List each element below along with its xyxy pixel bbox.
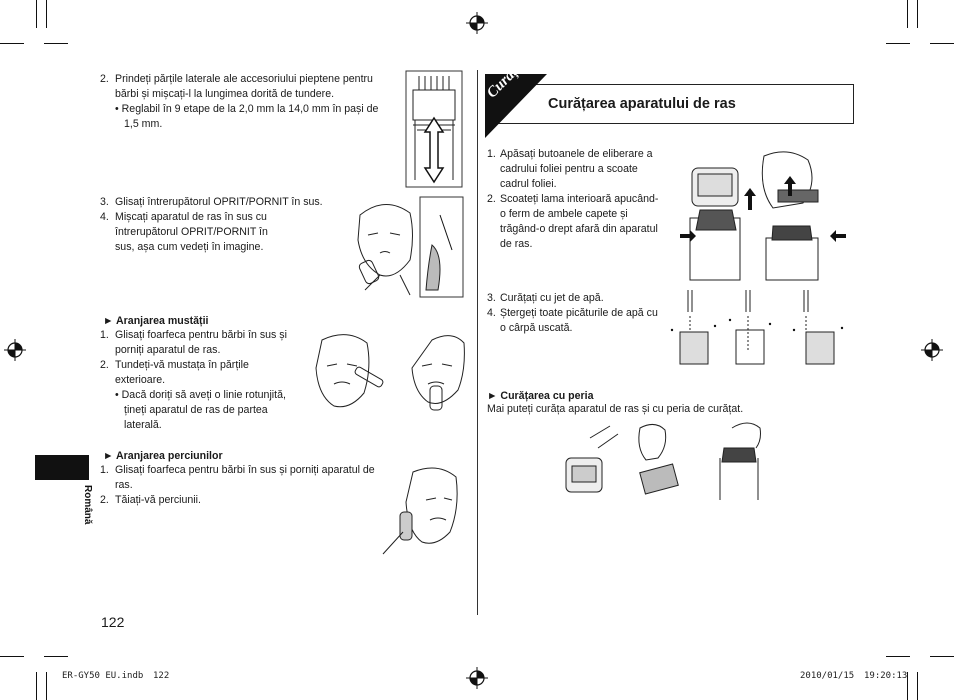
registration-mark-icon (466, 12, 488, 34)
cleaning-steps-a (487, 147, 662, 252)
step-text: Prindeți părțile laterale ale accesoriului pieptene pentru bărbi și mișcați-l la lungimea dorită de tundere. (115, 73, 373, 100)
registration-mark-icon (921, 339, 943, 361)
list-item (100, 328, 295, 358)
comb-attachment-illustration (405, 70, 463, 188)
section-heading: ► Curățarea cu peria (487, 390, 594, 402)
step-number: 4. (100, 211, 109, 223)
section-text: Mai puteți curăța aparatul de ras și cu peria de curățat. (487, 403, 744, 415)
item-number: 1. (100, 329, 109, 341)
registration-mark-icon (4, 339, 26, 361)
crop-mark (886, 656, 910, 657)
foil-removal-illustration (678, 148, 848, 283)
list-item (487, 306, 662, 336)
step-number: 2. (100, 73, 109, 85)
crop-mark (44, 656, 68, 657)
water-rinsing-illustration (660, 290, 852, 370)
cleaning-steps-b (487, 291, 662, 336)
item-text: Tăiați-vă perciunii. (115, 494, 201, 506)
sideburn-trimming-illustration (378, 462, 463, 557)
crop-mark (917, 0, 918, 28)
section-title: Curățarea aparatului de ras (548, 96, 736, 112)
step-bullet: • Reglabil în 9 etape de la 2,0 mm la 14,0 mm în pași de 1,5 mm. (115, 103, 379, 130)
footer-date: 2010/01/15 (800, 671, 855, 681)
crop-mark (36, 672, 37, 700)
brush-section (487, 390, 777, 417)
page-number: 122 (101, 614, 125, 630)
list-item (487, 147, 662, 192)
item-text: Scoateți lama interioară apucând-o ferm de ambele capete și trăgând-o drept afară din aparatul de ras. (500, 193, 659, 250)
crop-mark (0, 43, 24, 44)
list-item (487, 192, 662, 252)
item-text: Glisați foarfeca pentru bărbi în sus și porniți aparatul de ras. (115, 464, 375, 491)
crop-mark (46, 0, 47, 28)
section-heading: ► Aranjarea mustății (103, 315, 209, 327)
crop-mark (907, 0, 908, 28)
column-divider (477, 70, 478, 615)
face-trimming-illustration (340, 195, 465, 300)
footer-time: 19:20:13 (864, 671, 908, 681)
item-number: 4. (487, 307, 496, 319)
step-4 (100, 210, 270, 255)
list-item (487, 291, 662, 306)
list-item (100, 358, 295, 388)
step-text: Mișcați aparatul de ras în sus cu întrerupătorul OPRIT/PORNIT în sus, așa cum vedeți în imagine. (115, 211, 268, 253)
list-item (100, 493, 385, 508)
crop-mark (930, 656, 954, 657)
crop-mark (0, 656, 24, 657)
language-tab (35, 455, 89, 480)
crop-mark (46, 672, 47, 700)
footer-file: ER-GY50 EU.indb (62, 671, 144, 681)
item-text: Glisați foarfeca pentru bărbi în sus și porniți aparatul de ras. (115, 329, 287, 356)
step-2 (100, 72, 395, 132)
item-number: 3. (487, 292, 496, 304)
crop-mark (44, 43, 68, 44)
item-number: 1. (100, 464, 109, 476)
sideburns-section (100, 450, 385, 508)
item-number: 2. (100, 494, 109, 506)
cleaning-tab-label: Curățați (484, 53, 532, 102)
crop-mark (917, 672, 918, 700)
step-number: 3. (100, 196, 109, 208)
mustache-trimming-illustration (292, 328, 467, 423)
list-item (100, 463, 385, 493)
item-number: 2. (487, 193, 496, 205)
step-text: Glisați întrerupătorul OPRIT/PORNIT în sus. (115, 196, 323, 208)
item-number: 2. (100, 359, 109, 371)
item-bullet: • Dacă doriți să aveți o linie rotunjită, țineți aparatul de ras de partea laterală. (115, 389, 286, 431)
brush-cleaning-illustration (560, 418, 770, 500)
mustache-section (100, 315, 295, 433)
footer-page: 122 (153, 671, 170, 681)
section-heading: ► Aranjarea perciunilor (103, 450, 223, 462)
item-text: Curățați cu jet de apă. (500, 292, 604, 304)
crop-mark (886, 43, 910, 44)
step-3 (100, 195, 340, 210)
crop-mark (36, 0, 37, 28)
crop-mark (930, 43, 954, 44)
item-number: 1. (487, 148, 496, 160)
item-text: Apăsați butoanele de eliberare a cadrului foliei pentru a scoate cadrul foliei. (500, 148, 653, 190)
item-text: Tundeți-vă mustața în părțile exterioare. (115, 359, 249, 386)
registration-mark-icon (466, 667, 488, 689)
item-text: Ștergeți toate picăturile de apă cu o cârpă uscată. (500, 307, 658, 334)
language-tab-label: Română (82, 485, 93, 525)
